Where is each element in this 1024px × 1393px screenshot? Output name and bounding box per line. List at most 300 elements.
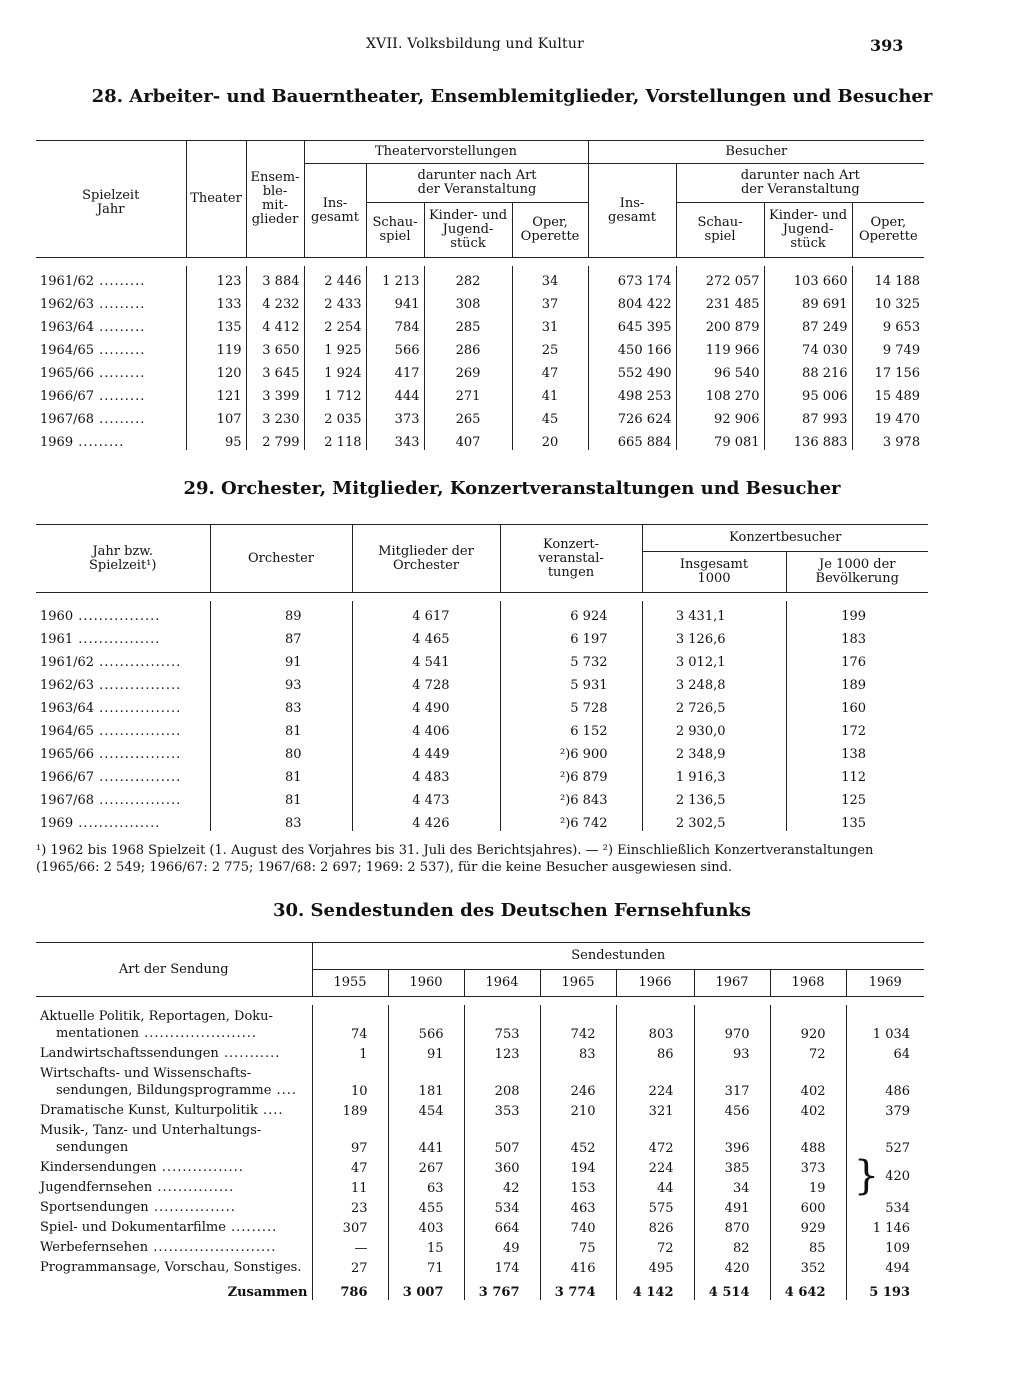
leader-dots: .........	[94, 412, 146, 427]
table-cell: 265	[424, 404, 512, 427]
table-row	[36, 1062, 924, 1099]
table-cell: 123	[464, 1042, 540, 1062]
table-cell: 575	[616, 1196, 694, 1216]
table-cell: 272 057	[676, 266, 764, 289]
table-cell: 495	[616, 1256, 694, 1276]
table-cell: 3 650	[246, 335, 304, 358]
table-cell: 9 749	[852, 335, 924, 358]
header-jahr: Jahr bzw. Spielzeit¹)	[36, 525, 210, 593]
table-row	[36, 601, 928, 624]
row-label: 1964/65 ................	[40, 724, 182, 739]
table-cell: 20	[512, 427, 588, 450]
table-cell: 87 993	[764, 404, 852, 427]
table-cell: 566	[366, 335, 424, 358]
row-label: 1962/63 ................	[40, 678, 182, 693]
table-cell: 189	[786, 670, 928, 693]
table-cell: 4 541	[352, 647, 500, 670]
table-cell: 85	[770, 1236, 846, 1256]
leader-dots: ................	[94, 793, 182, 808]
table-cell: 172	[786, 716, 928, 739]
table-28-title: 28. Arbeiter- und Bauerntheater, Ensemblemitglieder, Vorstellungen und Besucher	[91, 86, 933, 107]
row-label: Dramatische Kunst, Kulturpolitik ....	[40, 1103, 284, 1118]
header-je-1000: Je 1000 der Bevölkerung	[786, 552, 928, 593]
leader-dots: ....	[271, 1083, 298, 1098]
table-cell: 1	[312, 1042, 388, 1062]
table-cell: 491	[694, 1196, 770, 1216]
brace-icon: }	[853, 1153, 880, 1199]
row-label: 1969 .........	[40, 435, 125, 450]
table-cell: 91	[210, 647, 352, 670]
table-cell: 83	[540, 1042, 616, 1062]
table-cell: ²)6 900	[500, 739, 642, 762]
row-label: 1965/66 .........	[40, 366, 146, 381]
table-cell: 2 254	[304, 312, 366, 335]
table-cell: 9 653	[852, 312, 924, 335]
table-cell: 417	[366, 358, 424, 381]
leader-dots: ................	[94, 678, 182, 693]
row-label: Wirtschafts- und Wissenschafts- sendungen, Bildungsprogramme ....	[40, 1066, 298, 1098]
table-cell: 403	[388, 1216, 464, 1236]
header-ensemble: Ensem- ble- mit- glieder	[246, 141, 304, 258]
table-cell: 121	[186, 381, 246, 404]
table-cell: 79 081	[676, 427, 764, 450]
table-cell: 109	[846, 1236, 924, 1256]
leader-dots: .........	[225, 1220, 278, 1235]
table-cell: 4 483	[352, 762, 500, 785]
table-row	[36, 1196, 924, 1216]
table-cell: 826	[616, 1216, 694, 1236]
table-cell: 267	[388, 1156, 464, 1176]
table-row	[36, 693, 928, 716]
table-cell: 1 146	[846, 1216, 924, 1236]
table-cell: 81	[210, 716, 352, 739]
table-cell: 804 422	[588, 289, 676, 312]
table-cell: 4 728	[352, 670, 500, 693]
leader-dots: .........	[94, 343, 146, 358]
table-cell: 4 232	[246, 289, 304, 312]
table-cell: 3 645	[246, 358, 304, 381]
table-cell: 2 433	[304, 289, 366, 312]
table-cell: 93	[694, 1042, 770, 1062]
table-cell: 308	[424, 289, 512, 312]
table-cell: 153	[540, 1176, 616, 1196]
table-cell: 4 449	[352, 739, 500, 762]
table-29-title: 29. Orchester, Mitglieder, Konzertveranstaltungen und Besucher	[183, 478, 841, 499]
table-cell: 2 118	[304, 427, 366, 450]
header-sendestunden: Sendestunden	[312, 943, 924, 970]
header-besucher-kinder: Kinder- und Jugend- stück	[764, 203, 852, 258]
table-row	[36, 647, 928, 670]
table-cell: 37	[512, 289, 588, 312]
table-cell: 784	[366, 312, 424, 335]
table-cell: 83	[210, 808, 352, 831]
header-theatervorstellungen: Theatervorstellungen	[304, 141, 588, 164]
table-cell: ²)6 742	[500, 808, 642, 831]
table-cell: 534	[464, 1196, 540, 1216]
table-cell: 123	[186, 266, 246, 289]
table-cell: 2 446	[304, 266, 366, 289]
table-cell: 4 426	[352, 808, 500, 831]
table-cell: 5 931	[500, 670, 642, 693]
table-row	[36, 1099, 924, 1119]
table-cell: 385	[694, 1156, 770, 1176]
table-cell: 444	[366, 381, 424, 404]
table-cell: 379	[846, 1099, 924, 1119]
row-label: Spiel- und Dokumentarfilme .........	[40, 1220, 278, 1235]
table-cell: 183	[786, 624, 928, 647]
table-row	[36, 1005, 924, 1042]
table-cell: 3 230	[246, 404, 304, 427]
row-label: 1961/62 .........	[40, 274, 146, 289]
table-cell: 1 213	[366, 266, 424, 289]
total-cell: 3 767	[464, 1276, 540, 1300]
table-cell: 600	[770, 1196, 846, 1216]
table-cell: 6 152	[500, 716, 642, 739]
table-cell: 14 188	[852, 266, 924, 289]
table-cell: 119	[186, 335, 246, 358]
table-cell: 71	[388, 1256, 464, 1276]
header-insgesamt-1000: Insgesamt 1000	[642, 552, 786, 593]
page-header	[0, 36, 1024, 56]
table-cell: 1 924	[304, 358, 366, 381]
table-29	[36, 524, 928, 831]
table-cell: 352	[770, 1256, 846, 1276]
header-vorst-oper: Oper, Operette	[512, 203, 588, 258]
header-besucher-darunter: darunter nach Art der Veranstaltung	[676, 164, 924, 203]
table-cell: 86	[616, 1042, 694, 1062]
table-cell: 726 624	[588, 404, 676, 427]
header-besucher-oper: Oper, Operette	[852, 203, 924, 258]
table-cell: 472	[616, 1119, 694, 1156]
table-cell: 4 473	[352, 785, 500, 808]
table-cell: 181	[388, 1062, 464, 1099]
header-orchester: Orchester	[210, 525, 352, 593]
table-cell: 72	[770, 1042, 846, 1062]
header-besucher-schauspiel: Schau- spiel	[676, 203, 764, 258]
table-cell: 107	[186, 404, 246, 427]
table-cell: 82	[694, 1236, 770, 1256]
total-cell: 3 774	[540, 1276, 616, 1300]
table-cell: 4 412	[246, 312, 304, 335]
footnote-line-1: ¹) 1962 bis 1968 Spielzeit (1. August des Vorjahres bis 31. Juli des Berichtsjahres). — ²) Einschließlich Konzertveranstaltungen	[36, 843, 874, 858]
row-label: 1967/68 ................	[40, 793, 182, 808]
table-cell: 41	[512, 381, 588, 404]
table-cell: 3 884	[246, 266, 304, 289]
table-cell: 231 485	[676, 289, 764, 312]
table-cell: 176	[786, 647, 928, 670]
table-cell: 2 035	[304, 404, 366, 427]
table-row	[36, 266, 924, 289]
header-theater: Theater	[186, 141, 246, 258]
table-cell: 103 660	[764, 266, 852, 289]
table-30-title: 30. Sendestunden des Deutschen Fernsehfunks	[272, 900, 752, 921]
leader-dots: .	[297, 1260, 303, 1275]
header-year: 1965	[540, 970, 616, 997]
table-cell: 3 399	[246, 381, 304, 404]
leader-dots: .........	[94, 297, 146, 312]
table-cell: 81	[210, 785, 352, 808]
total-cell: 4 514	[694, 1276, 770, 1300]
table-cell: 360	[464, 1156, 540, 1176]
total-cell: 5 193	[846, 1276, 924, 1300]
table-cell: 420	[694, 1256, 770, 1276]
table-row	[36, 358, 924, 381]
table-row	[36, 1176, 924, 1196]
table-cell: 5 732	[500, 647, 642, 670]
footnote-line-2: (1965/66: 2 549; 1966/67: 2 775; 1967/68: 2 697; 1969: 2 537), für die keine Besucher ausgewiesen sind.	[36, 860, 733, 875]
table-cell: 664	[464, 1216, 540, 1236]
table-cell: 194	[540, 1156, 616, 1176]
table-cell: 3 126,6	[642, 624, 786, 647]
header-year: 1955	[312, 970, 388, 997]
table-cell: 47	[512, 358, 588, 381]
table-cell: 135	[786, 808, 928, 831]
table-cell: 25	[512, 335, 588, 358]
total-label: Zusammen	[227, 1285, 308, 1300]
header-vorst-schauspiel: Schau- spiel	[366, 203, 424, 258]
row-label: Werbefernsehen ........................	[40, 1240, 277, 1255]
row-label: 1961 ................	[40, 632, 161, 647]
table-cell: 92 906	[676, 404, 764, 427]
table-cell: 803	[616, 1005, 694, 1042]
table-row	[36, 427, 924, 450]
table-cell: 42	[464, 1176, 540, 1196]
table-cell: 450 166	[588, 335, 676, 358]
header-year: 1969	[846, 970, 924, 997]
row-label: 1969 ................	[40, 816, 161, 831]
table-cell: 6 924	[500, 601, 642, 624]
table-30	[36, 942, 924, 1300]
table-cell: —	[312, 1236, 388, 1256]
page-number: 393	[870, 36, 904, 55]
row-label: Aktuelle Politik, Reportagen, Doku- mentationen ......................	[40, 1009, 273, 1041]
table-cell: 89	[210, 601, 352, 624]
leader-dots: ....	[257, 1103, 284, 1118]
table-cell: 246	[540, 1062, 616, 1099]
table-cell: 87	[210, 624, 352, 647]
row-label: 1966/67 .........	[40, 389, 146, 404]
table-cell: 2 930,0	[642, 716, 786, 739]
table-cell: 353	[464, 1099, 540, 1119]
table-cell: 673 174	[588, 266, 676, 289]
leader-dots: ................	[148, 1200, 236, 1215]
row-label: 1960 ................	[40, 609, 161, 624]
leader-dots: ...........	[218, 1046, 281, 1061]
table-cell: 49	[464, 1236, 540, 1256]
table-cell: 373	[366, 404, 424, 427]
table-cell: 97	[312, 1119, 388, 1156]
total-cell: 4 142	[616, 1276, 694, 1300]
table-cell: 285	[424, 312, 512, 335]
table-cell: 138	[786, 739, 928, 762]
row-label: Sportsendungen ................	[40, 1200, 236, 1215]
row-label: 1963/64 ................	[40, 701, 182, 716]
table-cell: 753	[464, 1005, 540, 1042]
table-cell: 119 966	[676, 335, 764, 358]
table-cell: 1 712	[304, 381, 366, 404]
table-cell: 486	[846, 1062, 924, 1099]
table-cell: 343	[366, 427, 424, 450]
table-cell: 3 248,8	[642, 670, 786, 693]
table-cell: 402	[770, 1062, 846, 1099]
table-cell: 507	[464, 1119, 540, 1156]
leader-dots: ................	[73, 632, 161, 647]
table-cell: 645 395	[588, 312, 676, 335]
table-cell: 3 431,1	[642, 601, 786, 624]
table-cell: 2 726,5	[642, 693, 786, 716]
table-cell: 463	[540, 1196, 616, 1216]
row-label: Musik-, Tanz- und Unterhaltungs- sendungen	[40, 1123, 262, 1155]
header-year: 1964	[464, 970, 540, 997]
table-cell: 488	[770, 1119, 846, 1156]
table-cell: 441	[388, 1119, 464, 1156]
table-cell: 1 034	[846, 1005, 924, 1042]
table-cell: 15	[388, 1236, 464, 1256]
table-row	[36, 1216, 924, 1236]
table-cell: 189	[312, 1099, 388, 1119]
table-row	[36, 1156, 924, 1176]
header-year: 1966	[616, 970, 694, 997]
table-cell: 552 490	[588, 358, 676, 381]
leader-dots: .........	[73, 435, 125, 450]
table-cell: 454	[388, 1099, 464, 1119]
header-mitglieder: Mitglieder der Orchester	[352, 525, 500, 593]
table-row	[36, 1119, 924, 1156]
leader-dots: ................	[73, 816, 161, 831]
table-row	[36, 1256, 924, 1276]
table-cell: 45	[512, 404, 588, 427]
table-row	[36, 670, 928, 693]
row-label: Kindersendungen ................	[40, 1160, 244, 1175]
leader-dots: ................	[94, 655, 182, 670]
header-year: 1968	[770, 970, 846, 997]
table-cell: 1 925	[304, 335, 366, 358]
leader-dots: .........	[94, 320, 146, 335]
row-label: Programmansage, Vorschau, Sonstiges.	[40, 1260, 303, 1275]
table-cell: 75	[540, 1236, 616, 1256]
table-cell: 970	[694, 1005, 770, 1042]
table-cell: 286	[424, 335, 512, 358]
leader-dots: ................	[94, 747, 182, 762]
row-label: 1967/68 .........	[40, 412, 146, 427]
table-cell: 15 489	[852, 381, 924, 404]
table-cell: 34	[512, 266, 588, 289]
table-cell: 10	[312, 1062, 388, 1099]
table-cell: 87 249	[764, 312, 852, 335]
table-cell: 23	[312, 1196, 388, 1216]
table-cell: 64	[846, 1042, 924, 1062]
table-cell: 396	[694, 1119, 770, 1156]
table-cell: 17 156	[852, 358, 924, 381]
header-besucher-insgesamt: Ins- gesamt	[588, 164, 676, 258]
table-cell: 10 325	[852, 289, 924, 312]
table-cell: 108 270	[676, 381, 764, 404]
table-cell: 34	[694, 1176, 770, 1196]
table-cell: 5 728	[500, 693, 642, 716]
table-cell: 1 916,3	[642, 762, 786, 785]
table-row	[36, 1236, 924, 1256]
table-cell: 271	[424, 381, 512, 404]
table-cell: 89 691	[764, 289, 852, 312]
row-label: Jugendfernsehen ...............	[40, 1180, 235, 1195]
table-cell: 95	[186, 427, 246, 450]
table-cell: 210	[540, 1099, 616, 1119]
table-cell: 4 490	[352, 693, 500, 716]
table-cell: 80	[210, 739, 352, 762]
table-cell: 3 012,1	[642, 647, 786, 670]
leader-dots: ................	[94, 724, 182, 739]
table-row	[36, 381, 924, 404]
table-cell: 373	[770, 1156, 846, 1176]
table-cell: 534	[846, 1196, 924, 1216]
leader-dots: ................	[94, 770, 182, 785]
leader-dots: ................	[156, 1160, 244, 1175]
merged-cell-1969: } 420	[846, 1156, 924, 1196]
table-cell: 31	[512, 312, 588, 335]
table-cell: 3 978	[852, 427, 924, 450]
table-cell: 269	[424, 358, 512, 381]
header-year: 1967	[694, 970, 770, 997]
table-cell: 4 465	[352, 624, 500, 647]
table-cell: 19	[770, 1176, 846, 1196]
table-cell: 125	[786, 785, 928, 808]
table-cell: 112	[786, 762, 928, 785]
table-cell: 2 136,5	[642, 785, 786, 808]
table-cell: 93	[210, 670, 352, 693]
table-28	[36, 140, 924, 450]
table-cell: 870	[694, 1216, 770, 1236]
table-cell: 72	[616, 1236, 694, 1256]
table-cell: 88 216	[764, 358, 852, 381]
row-label: 1961/62 ................	[40, 655, 182, 670]
header-konzertveranstaltungen: Konzert- veranstal- tungen	[500, 525, 642, 593]
row-label: 1962/63 .........	[40, 297, 146, 312]
table-cell: 11	[312, 1176, 388, 1196]
table-cell: 200 879	[676, 312, 764, 335]
table-cell: 63	[388, 1176, 464, 1196]
table-cell: 416	[540, 1256, 616, 1276]
table-row	[36, 335, 924, 358]
table-cell: 920	[770, 1005, 846, 1042]
table-cell: 455	[388, 1196, 464, 1216]
table-row	[36, 785, 928, 808]
table-cell: 2 348,9	[642, 739, 786, 762]
row-label: Landwirtschaftssendungen ...........	[40, 1046, 281, 1061]
row-label: 1963/64 .........	[40, 320, 146, 335]
table-cell: 74 030	[764, 335, 852, 358]
table-cell: 74	[312, 1005, 388, 1042]
table-cell: 665 884	[588, 427, 676, 450]
table-cell: 742	[540, 1005, 616, 1042]
table-cell: 83	[210, 693, 352, 716]
table-cell: 498 253	[588, 381, 676, 404]
table-cell: 81	[210, 762, 352, 785]
table-row	[36, 716, 928, 739]
leader-dots: .........	[94, 366, 146, 381]
table-cell: 929	[770, 1216, 846, 1236]
table-cell: 740	[540, 1216, 616, 1236]
table-cell: 224	[616, 1062, 694, 1099]
leader-dots: ......................	[139, 1026, 258, 1041]
table-row	[36, 312, 924, 335]
table-cell: 199	[786, 601, 928, 624]
table-cell: 941	[366, 289, 424, 312]
table-row	[36, 762, 928, 785]
table-cell: 317	[694, 1062, 770, 1099]
total-cell: 4 642	[770, 1276, 846, 1300]
table-cell: 95 006	[764, 381, 852, 404]
header-year: 1960	[388, 970, 464, 997]
